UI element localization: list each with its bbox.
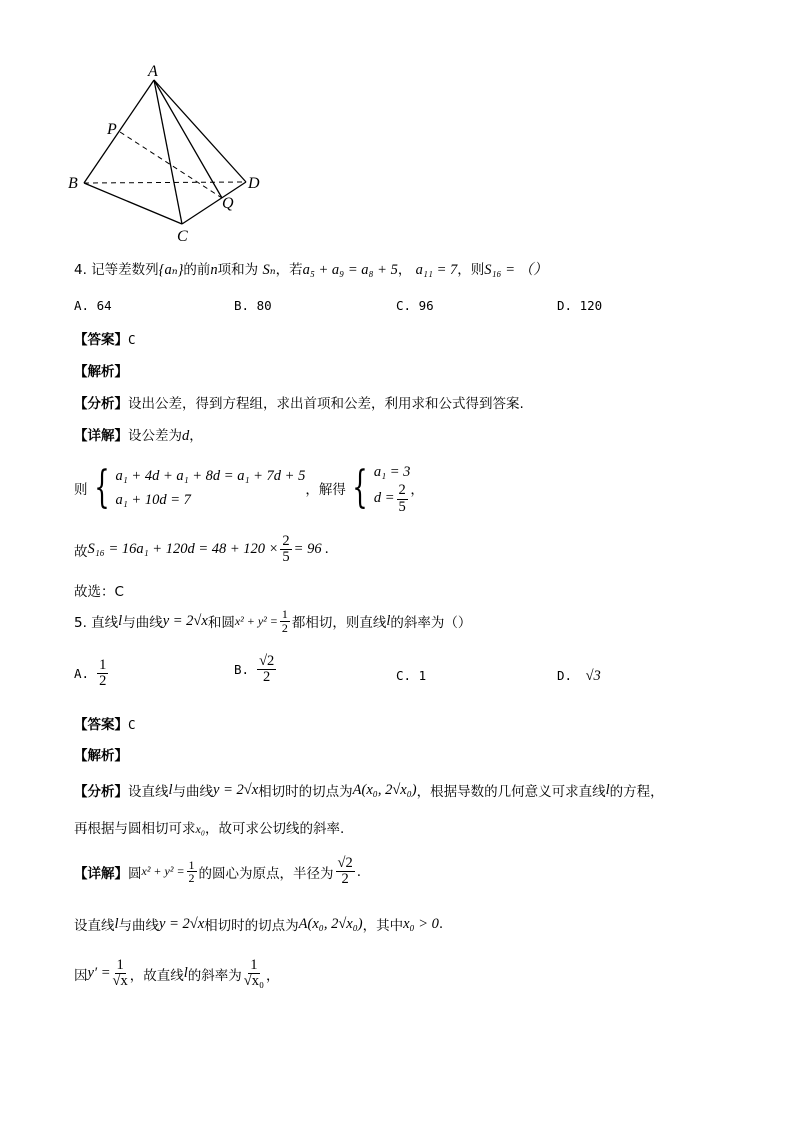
q5-xj-den: 2	[188, 871, 195, 886]
q5-mid: 与曲线	[122, 615, 163, 632]
q5-fenxi-tag: 【分析】	[74, 784, 128, 800]
q5-fenxi-2: 与曲线	[172, 784, 214, 800]
q5-line3-l: l	[183, 965, 188, 982]
q5-xj-end: .	[356, 863, 362, 880]
q5-line2-point: A(x₀, 2√x₀)	[298, 915, 363, 932]
q5-fenxi-point: A(x₀, 2√x₀)	[352, 781, 417, 798]
q4-sol2-lhs: d =	[373, 490, 395, 507]
q5-line2-end: .	[438, 916, 444, 932]
q4-ze: 则	[74, 482, 88, 498]
q4-fenxi	[74, 392, 524, 412]
q5-fenxi-l2: l	[605, 781, 610, 798]
q5-line3-num2: 1	[250, 957, 258, 973]
edge-ac	[154, 80, 182, 224]
q5-line2-cond: x₀ > 0	[403, 915, 439, 932]
q4-sum-num: 2	[282, 533, 290, 549]
q5-fenxi-l: l	[168, 781, 173, 798]
q5-l: l	[118, 612, 123, 629]
q5-fenxi-line2b: ，故可求公切线的斜率.	[205, 821, 345, 837]
q4-sol2-num: 2	[398, 482, 406, 499]
q4-seq: {aₙ}	[158, 262, 184, 278]
q4-sol2	[374, 483, 411, 514]
label-q: Q	[222, 195, 234, 212]
q4-sol2-den: 5	[398, 498, 406, 515]
q5-line3-2: ，故直线	[129, 967, 184, 984]
q4-answer-value: C	[128, 332, 136, 347]
edge-bc	[84, 183, 182, 224]
q4-comma: ，	[397, 262, 412, 278]
q4-gu: 故	[74, 543, 88, 560]
q5-xj-num: 1	[188, 857, 195, 872]
q4-sum-expr: S₁₆ = 16a₁ + 120d = 48 + 120 ×	[87, 541, 279, 558]
q4-then: ，则	[457, 262, 485, 278]
q5-xj-r-num: √2	[337, 855, 353, 871]
q4-sol1: a₁ = 3	[373, 464, 411, 481]
pyramid-figure	[60, 58, 280, 248]
q5-line3-1: 因	[74, 967, 88, 984]
q5-option-d	[557, 668, 601, 685]
q4-xiangjie-tag: 【详解】	[74, 428, 128, 444]
q5-fenxi-3: 相切时的切点为	[258, 784, 353, 800]
q5-opt-a-num: 1	[99, 657, 107, 673]
q4-answer	[74, 328, 136, 348]
edge-ad	[154, 80, 246, 182]
q5-and: 和圆	[207, 615, 235, 632]
q4-s: Sₙ	[262, 262, 276, 278]
q5-curve: y = 2√x	[162, 612, 208, 629]
q5-xj-2: 的圆心为原点，半径为	[198, 865, 334, 882]
q5-fenxi-x0: x₀	[195, 822, 205, 836]
q4-xiangjie-text: 设公差为	[128, 428, 182, 444]
label-p: P	[107, 121, 117, 138]
q4-stem-prefix: 4. 记等差数列	[74, 262, 159, 278]
q5-stem-end2: 的斜率为（）	[390, 615, 472, 632]
q5-fenxi-5: 的方程，	[609, 784, 664, 800]
q5-xj-circle: x² + y² =	[141, 864, 185, 879]
edge-aq	[154, 80, 222, 198]
label-c: C	[177, 228, 188, 245]
q4-option-d: D. 120	[557, 298, 603, 313]
q4-eq1: a₁ + 4d + a₁ + 8d = a₁ + 7d + 5	[115, 468, 306, 484]
q4-xiangjie	[74, 424, 203, 445]
edge-ab	[84, 80, 154, 183]
q5-circle: x² + y² =	[234, 613, 278, 628]
q5-line3-3: 的斜率为	[187, 967, 242, 984]
q4-cond2: a₁₁ = 7	[415, 262, 458, 278]
q4-xiangjie-end: ，	[189, 428, 203, 444]
edge-bd-hidden	[84, 182, 246, 183]
q5-answer-value: C	[128, 717, 136, 732]
q4-answer-tag: 【答案】	[74, 332, 128, 348]
q4-cond1: a₅ + a₉ = a₈ + 5	[302, 262, 398, 278]
q4-fenxi-text: 设出公差，得到方程组，求出首项和公差，利用求和公式得到答案.	[128, 396, 524, 412]
q5-line3-den: √x	[112, 973, 128, 990]
q4-option-a: A. 64	[74, 298, 112, 313]
q5-option-c: C. 1	[396, 668, 427, 683]
q5-l2: l	[386, 612, 391, 629]
q4-stem	[74, 258, 548, 279]
q4-sol-end: ，	[410, 482, 424, 498]
q4-jiede: ，解得	[305, 482, 346, 498]
label-d: D	[248, 175, 260, 192]
q5-line3-deriv: y′ =	[87, 965, 111, 982]
q5-fenxi-line2	[74, 817, 344, 837]
q4-if: ，若	[275, 262, 303, 278]
q5-line2	[74, 914, 443, 934]
q4-fenxi-tag: 【分析】	[74, 396, 128, 412]
q5-line2-l: l	[114, 915, 119, 932]
q5-xj-1: 圆	[128, 865, 142, 882]
q4-stem-mid: 的前	[183, 262, 211, 278]
q5-fenxi-line1	[74, 780, 664, 800]
q5-option-a	[74, 658, 110, 689]
q5-opt-b-label: B.	[234, 662, 250, 678]
q5-opt-b-den: 2	[263, 669, 271, 686]
q5-opt-d-val: √3	[585, 668, 601, 684]
q5-xj-r-den: 2	[341, 871, 349, 888]
q5-line2-curve: y = 2√x	[159, 915, 205, 932]
q4-stem-mid2: 项和为	[217, 262, 259, 278]
left-brace-1: {	[93, 462, 110, 513]
q4-sum-line	[74, 534, 329, 565]
q5-line2-4: ，其中	[362, 918, 404, 934]
q5-line3-end: ，	[266, 967, 280, 984]
q4-sum-den: 5	[282, 549, 290, 566]
q5-answer	[74, 713, 136, 733]
q5-circle-den: 2	[281, 620, 288, 635]
q5-stem-end: 都相切，则直线	[291, 615, 387, 632]
q4-ask: S₁₆ = （）	[484, 262, 548, 278]
q5-line3-den2: √x₀	[243, 973, 265, 990]
q4-solutions	[374, 461, 411, 514]
q5-fenxi-curve: y = 2√x	[213, 781, 259, 798]
q5-line3-num: 1	[116, 957, 124, 973]
label-a: A	[148, 63, 158, 80]
q4-sum-end: = 96 .	[293, 541, 329, 558]
q4-option-c: C. 96	[396, 298, 434, 313]
q4-choose: 故选：C	[74, 584, 124, 600]
q5-stem	[74, 608, 471, 634]
q5-answer-tag: 【答案】	[74, 717, 128, 733]
q4-n: n	[210, 262, 218, 278]
q4-xiangjie-d: d	[182, 428, 190, 444]
q5-fenxi-1: 设直线	[128, 784, 169, 800]
q5-line2-2: 与曲线	[118, 918, 160, 934]
q4-system-line	[74, 458, 424, 518]
q5-xiangjie-line1	[74, 856, 361, 887]
label-b: B	[68, 175, 78, 192]
q5-line3	[74, 958, 280, 989]
q5-analysis-tag: 【解析】	[74, 748, 128, 764]
left-brace-2: {	[352, 462, 368, 513]
q5-xiangjie-tag: 【详解】	[74, 865, 128, 882]
edge-cd	[182, 182, 246, 224]
q5-opt-a-label: A.	[74, 666, 90, 682]
q5-option-b	[234, 654, 278, 685]
q4-analysis-tag: 【解析】	[74, 364, 128, 380]
q4-eq2: a₁ + 10d = 7	[115, 492, 191, 508]
q5-line2-3: 相切时的切点为	[204, 918, 299, 934]
q5-fenxi-line2a: 再根据与圆相切可求	[74, 821, 196, 837]
q5-opt-b-num: √2	[259, 653, 275, 669]
q5-line2-1: 设直线	[74, 918, 115, 934]
q5-fenxi-4: ，根据导数的几何意义可求直线	[416, 784, 606, 800]
q5-circle-num: 1	[281, 607, 288, 621]
q5-opt-d-label: D.	[557, 668, 573, 683]
q4-equations	[116, 464, 306, 512]
q5-opt-a-den: 2	[99, 673, 107, 690]
q4-option-b: B. 80	[234, 298, 272, 313]
q5-prefix: 5. 直线	[74, 615, 119, 632]
